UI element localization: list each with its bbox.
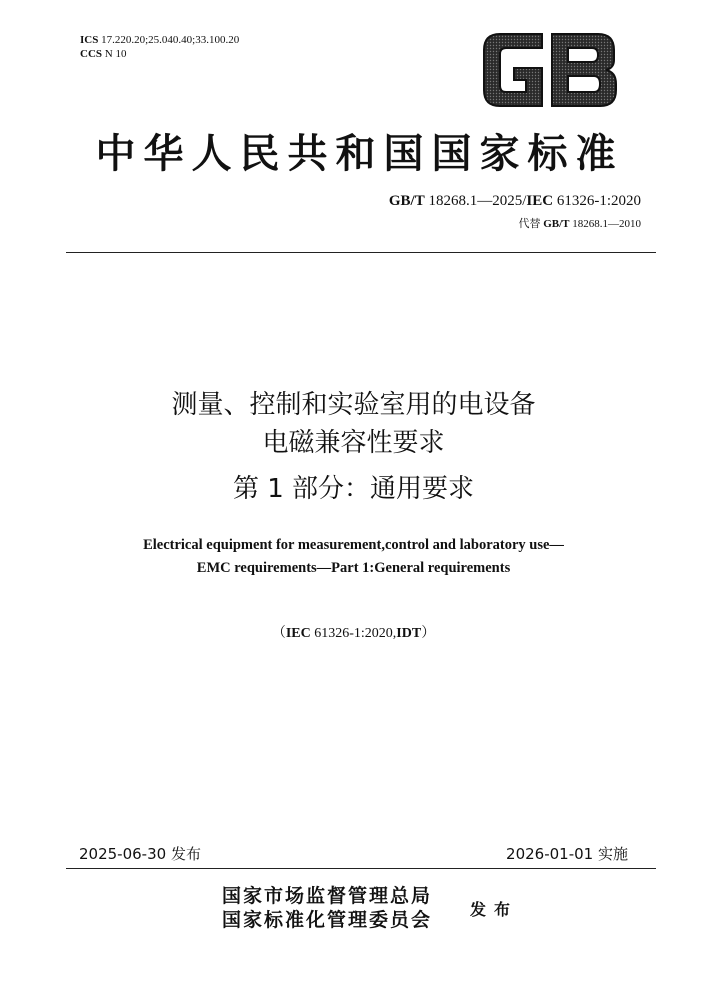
- standard-prefix: GB/T: [388, 193, 425, 209]
- ccs-label: CCS: [80, 48, 103, 60]
- identity-open: （: [271, 626, 286, 641]
- ics-value: 17.220.20;25.040.40;33.100.20: [101, 34, 240, 46]
- title-zh-line-3: 第 1 部分：通用要求: [232, 474, 475, 504]
- classification-codes: [80, 33, 239, 61]
- ics-code: [80, 33, 239, 47]
- standard-code: 18268.1—2025/: [428, 193, 527, 209]
- iec-code: 61326-1:2020: [556, 193, 641, 209]
- title-en-line-2: EMC requirements—Part 1:General requirements: [196, 560, 511, 576]
- identity-ref: 61326-1:2020,: [314, 626, 397, 641]
- bottom-divider: [66, 868, 656, 869]
- top-divider: [66, 252, 656, 253]
- replaces-prefix: GB/T: [543, 218, 570, 230]
- ccs-value: N 10: [104, 48, 127, 60]
- issue-date: 2025-06-30 发布: [79, 845, 201, 863]
- implementation-date: 2026-01-01 实施: [506, 845, 628, 863]
- ics-label: ICS: [80, 34, 99, 46]
- issuer-line-2: 国家标准化管理委员会: [222, 909, 433, 931]
- replaces-note: [518, 215, 641, 231]
- ccs-code: [80, 47, 239, 61]
- replaces-label: 代替: [518, 218, 541, 230]
- title-zh-line-1: 测量、控制和实验室用的电设备: [171, 390, 536, 420]
- org-title: 中华人民共和国国家标准: [95, 131, 624, 177]
- gb-logo-icon: [480, 32, 620, 108]
- identity-close: ）: [421, 626, 436, 641]
- title-en-line-1: Electrical equipment for measurement,control and laboratory use—: [143, 537, 564, 553]
- title-zh-line-2: 电磁兼容性要求: [262, 428, 445, 458]
- iec-prefix: IEC: [526, 193, 554, 209]
- identity-degree: IDT: [396, 626, 422, 641]
- issuing-authorities: [222, 884, 432, 932]
- replaces-code: 18268.1—2010: [572, 218, 641, 230]
- standard-number: [389, 193, 641, 210]
- issuer-line-1: 国家市场监督管理总局: [222, 885, 433, 907]
- identity-iec: IEC: [285, 626, 311, 641]
- publish-label: 发布: [470, 900, 519, 919]
- identity-reference: [0, 622, 707, 642]
